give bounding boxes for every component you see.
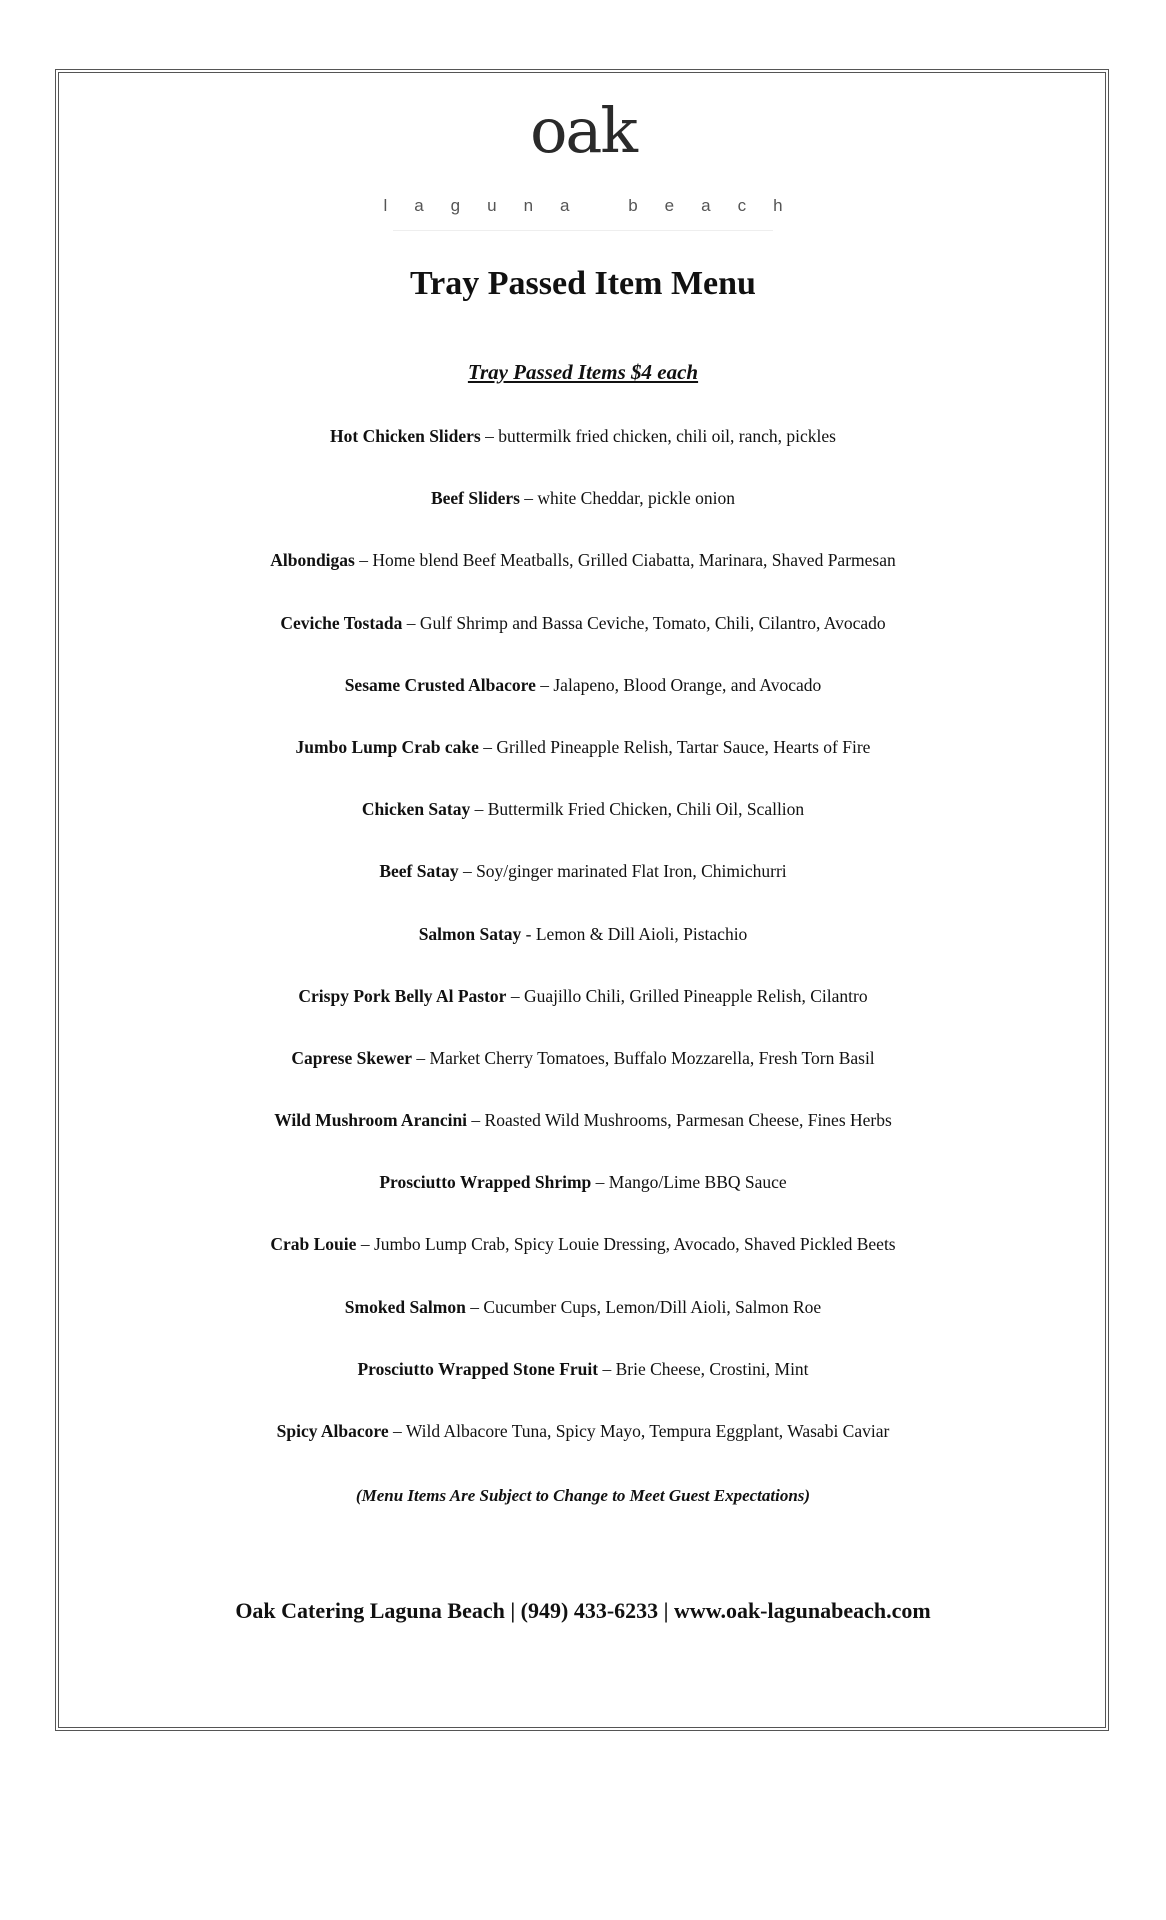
menu-item-separator: – (465, 1296, 484, 1317)
menu-item-description: Lemon & Dill Aioli, Pistachio (535, 923, 748, 944)
logo (0, 94, 1166, 231)
menu-item-separator: – (506, 985, 524, 1006)
menu-item-name: Beef Sliders (430, 488, 520, 509)
logo-wordmark: oak (530, 94, 636, 167)
menu-item (0, 735, 1166, 797)
menu-item-separator: – (480, 426, 499, 446)
menu-item (0, 424, 1166, 486)
menu-item (0, 859, 1166, 921)
menu-item-description: Gulf Shrimp and Bassa Ceviche, Tomato, Chili, Cilantro, Avocado (419, 612, 886, 633)
menu-item-description: Market Cherry Tomatoes, Buffalo Mozzarella, Fresh Torn Basil (429, 1047, 875, 1068)
menu-item-name: Chicken Satay (361, 799, 471, 820)
menu-item-separator: – (458, 861, 477, 882)
menu-item-description: Brie Cheese, Crostini, Mint (615, 1358, 809, 1379)
menu-item-name: Prosciutto Wrapped Stone Fruit (357, 1358, 599, 1379)
menu-item (0, 1170, 1166, 1232)
menu-item-description: buttermilk fried chicken, chili oil, ranch, pickles (498, 426, 836, 446)
menu-item-name: Smoked Salmon (344, 1296, 466, 1317)
logo-divider (393, 230, 773, 231)
menu-item-name: Jumbo Lump Crab cake (295, 736, 479, 757)
menu-item-separator: – (591, 1172, 609, 1193)
menu-item-separator: - (521, 923, 536, 944)
page-title: Tray Passed Item Menu (410, 265, 756, 302)
menu-item (0, 1295, 1166, 1357)
menu-item-separator: – (478, 736, 497, 757)
menu-item-separator: – (470, 799, 488, 820)
menu-item-name: Ceviche Tostada (280, 612, 403, 633)
menu-item-description: Jalapeno, Blood Orange, and Avocado (553, 674, 822, 695)
menu-item (0, 922, 1166, 984)
menu-item-description: Jumbo Lump Crab, Spicy Louie Dressing, Avocado, Shaved Pickled Beets (373, 1234, 896, 1255)
menu-item (0, 797, 1166, 859)
menu-item-description: Soy/ginger marinated Flat Iron, Chimichurri (476, 861, 787, 882)
menu-item-description: Roasted Wild Mushrooms, Parmesan Cheese, Fines Herbs (484, 1110, 892, 1131)
menu-item-name: Beef Satay (379, 861, 459, 882)
menu-item (0, 486, 1166, 548)
menu-item-separator: – (412, 1047, 430, 1068)
menu-item-separator: – (467, 1110, 485, 1131)
menu-item-description: Guajillo Chili, Grilled Pineapple Relish, Cilantro (523, 985, 868, 1006)
menu-item-name: Prosciutto Wrapped Shrimp (379, 1172, 592, 1193)
menu-item-description: white Cheddar, pickle onion (537, 488, 736, 509)
menu-item-name: Crispy Pork Belly Al Pastor (298, 985, 507, 1006)
menu-item-description: Cucumber Cups, Lemon/Dill Aioli, Salmon Roe (483, 1296, 822, 1317)
menu-item-separator: – (356, 1234, 374, 1255)
logo-subtitle: laguna beach (383, 196, 810, 215)
menu-item (0, 611, 1166, 673)
menu-item-name: Albondigas (270, 550, 355, 571)
menu-item-name: Wild Mushroom Arancini (274, 1110, 468, 1131)
menu-item (0, 1232, 1166, 1294)
menu-item-description: Wild Albacore Tuna, Spicy Mayo, Tempura Eggplant, Wasabi Caviar (405, 1421, 890, 1441)
menu-item-description: Grilled Pineapple Relish, Tartar Sauce, Hearts of Fire (496, 736, 871, 757)
contact-footer: Oak Catering Laguna Beach | (949) 433-6233 | www.oak-lagunabeach.com (235, 1598, 931, 1623)
menu-item-description: Mango/Lime BBQ Sauce (608, 1172, 787, 1193)
menu-item-separator: – (598, 1358, 616, 1379)
menu-list (0, 424, 1166, 1481)
menu-item (0, 1046, 1166, 1108)
menu-item-name: Salmon Satay (418, 923, 522, 944)
menu-item-name: Crab Louie (270, 1234, 357, 1255)
menu-item-separator: – (402, 612, 420, 633)
menu-item-separator: – (535, 674, 554, 695)
menu-item-separator: – (354, 550, 373, 571)
menu-item-name: Spicy Albacore (276, 1421, 389, 1441)
menu-item (0, 1419, 1166, 1481)
menu-item-name: Caprese Skewer (291, 1047, 413, 1068)
menu-item (0, 1108, 1166, 1170)
menu-item (0, 984, 1166, 1046)
menu-item (0, 673, 1166, 735)
menu-item-description: Home blend Beef Meatballs, Grilled Ciabatta, Marinara, Shaved Parmesan (372, 550, 896, 571)
menu-item-separator: – (519, 488, 538, 509)
section-heading: Tray Passed Items $4 each (467, 360, 699, 384)
menu-item-name: Sesame Crusted Albacore (344, 674, 536, 695)
menu-item (0, 548, 1166, 610)
menu-item-name: Hot Chicken Sliders (330, 426, 481, 446)
menu-item-separator: – (388, 1421, 406, 1441)
disclaimer-note: (Menu Items Are Subject to Change to Meet Guest Expectations) (355, 1486, 811, 1505)
menu-item-description: Buttermilk Fried Chicken, Chili Oil, Scallion (487, 799, 805, 820)
menu-item (0, 1357, 1166, 1419)
